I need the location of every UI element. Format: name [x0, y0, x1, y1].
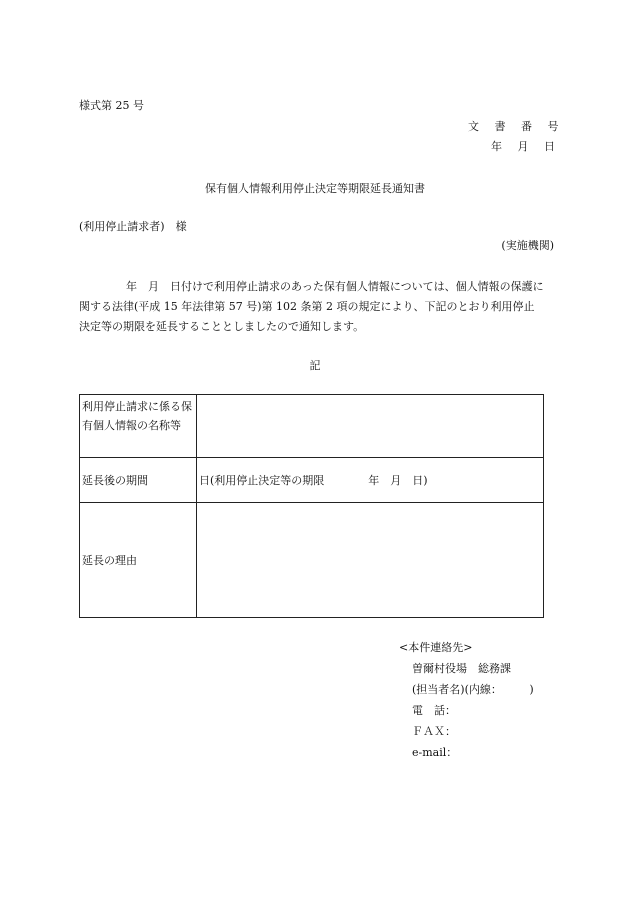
info-table [79, 394, 544, 618]
extended-period-value: 日(利用停止決定等の期限 年 月 日) [197, 458, 544, 503]
addressee: (利用停止請求者) 様 [79, 220, 187, 233]
issuing-agency: (実施機関) [501, 239, 554, 252]
extension-reason-label: 延長の理由 [80, 503, 197, 618]
contact-fax: ＦＡＸ： [412, 725, 456, 738]
info-name-label: 利用停止請求に係る保有個人情報の名称等 [80, 395, 197, 458]
table-row [80, 458, 544, 503]
table-row [80, 395, 544, 458]
contact-person: (担当者名)(内線： ) [412, 683, 534, 696]
extended-period-label: 延長後の期間 [80, 458, 197, 503]
ki-heading: 記 [309, 359, 321, 372]
contact-phone: 電 話： [412, 704, 456, 717]
info-name-value [197, 395, 544, 458]
document-number: 文 書 番 号 [468, 120, 565, 133]
contact-email: e-mail： [412, 746, 458, 759]
contact-block [399, 637, 534, 763]
form-number: 様式第 25 号 [79, 99, 144, 112]
contact-office: 曽爾村役場 総務課 [412, 662, 511, 675]
table-row [80, 503, 544, 618]
document-date: 年 月 日 [491, 140, 561, 153]
extension-reason-value [197, 503, 544, 618]
document-title: 保有個人情報利用停止決定等期限延長通知書 [205, 182, 425, 195]
contact-heading: <本件連絡先> [399, 641, 473, 654]
body-paragraph: 年 月 日付けで利用停止請求のあった保有個人情報については、個人情報の保護に関する法律(平成 15 年法律第 57 号)第 102 条第 2 項の規定により、下記のとおり利用停止決定等の期限を延長することとしましたので通知します。 [79, 280, 544, 333]
